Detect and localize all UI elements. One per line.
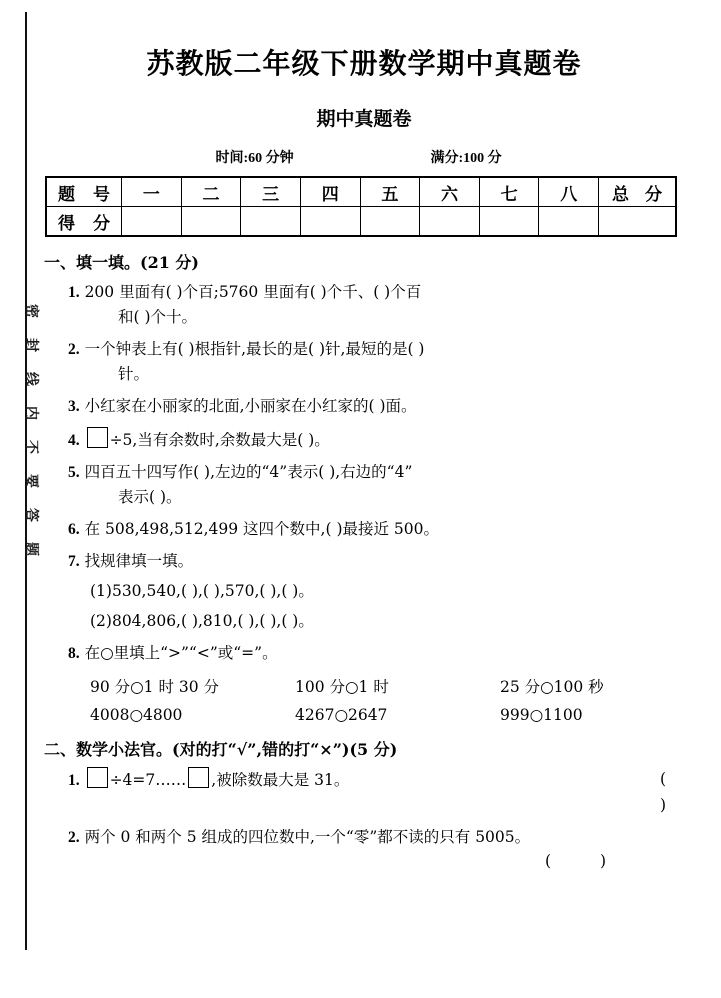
score-cell-7[interactable] [479, 207, 539, 237]
question-1-5-line1: 四百五十四写作( ),左边的“4”表示( ),右边的“4” [84, 462, 413, 481]
question-2-2 [68, 825, 688, 850]
question-1-8-compare-row-2 [90, 706, 688, 724]
section-title-one [44, 250, 688, 273]
page-title: 苏教版二年级下册数学期中真题卷 [146, 47, 582, 80]
score-table-col-1: 一 [122, 177, 182, 207]
section-one-label: 一、填一填。 [44, 253, 141, 272]
score-cell-3[interactable] [241, 207, 301, 237]
question-2-1 [68, 767, 688, 817]
question-1-7-sub-1: (1)530,540,( ),( ),570,( ),( )。 [90, 582, 314, 601]
score-cell-6[interactable] [420, 207, 480, 237]
compare-item-2[interactable]: 100 分○1 时 [295, 678, 389, 697]
score-cell-2[interactable] [181, 207, 241, 237]
section-two-points: (对的打“√”,错的打“×”)(5 分) [172, 740, 398, 760]
score-cell-1[interactable] [122, 207, 182, 237]
score-table-row-label-question: 题 号 [46, 177, 122, 207]
question-1-2-line2: 针。 [118, 365, 150, 384]
score-table-col-3: 三 [241, 177, 301, 207]
question-1-8 [68, 641, 688, 666]
score-table-wrap [45, 176, 677, 237]
question-1-1-number: 1. [68, 284, 80, 301]
score-cell-8[interactable] [539, 207, 599, 237]
compare-item-4[interactable]: 4008○4800 [90, 706, 183, 725]
compare-item-3[interactable]: 25 分○100 秒 [500, 678, 604, 697]
question-1-8-compare-row-1 [90, 675, 688, 697]
table-row-scores [46, 207, 676, 237]
question-1-6-number: 6. [68, 520, 80, 538]
question-1-2 [68, 337, 688, 387]
score-table-col-7: 七 [479, 177, 539, 207]
score-table-col-4: 四 [300, 177, 360, 207]
judgement-answer-bracket[interactable]: ( ) [659, 770, 688, 814]
question-1-7-sub-2: (2)804,806,( ),810,( ),( ),( )。 [90, 612, 314, 631]
score-cell-4[interactable] [300, 207, 360, 237]
question-1-5-line2: 表示( )。 [118, 487, 182, 506]
table-row-question-numbers [46, 177, 676, 207]
question-2-1-stem [68, 767, 614, 817]
question-2-1-number: 1. [68, 772, 80, 790]
exam-page [40, 0, 688, 998]
page-subtitle: 期中真题卷 [316, 108, 412, 130]
question-1-3-number: 3. [68, 398, 80, 416]
question-1-4-number: 4. [68, 431, 80, 449]
score-cell-total[interactable] [599, 207, 677, 237]
score-table-col-2: 二 [181, 177, 241, 207]
question-1-2-line1: 一个钟表上有( )根指针,最长的是( )针,最短的是( ) [84, 340, 425, 359]
score-table-col-8: 八 [539, 177, 599, 207]
compare-item-6[interactable]: 999○1100 [500, 706, 583, 725]
question-1-1-line2: 和( )个十。 [118, 308, 198, 327]
question-1-6-line1: 在 508,498,512,499 这四个数中,( )最接近 500。 [84, 519, 439, 538]
question-1-3 [68, 394, 688, 419]
seal-margin-text: 密封线内不要答题 [23, 304, 38, 576]
score-table [45, 176, 677, 237]
question-1-5-number: 5. [68, 463, 80, 481]
question-2-2-line1: 两个 0 和两个 5 组成的四位数中,一个“零”都不读的只有 5005。 [84, 827, 531, 846]
question-1-1 [68, 280, 688, 330]
question-1-5 [68, 460, 688, 510]
answer-box-icon[interactable] [188, 767, 209, 788]
question-1-7 [68, 549, 688, 574]
question-1-4-text: ÷5,当有余数时,余数最大是( )。 [109, 430, 330, 449]
question-1-2-number: 2. [68, 341, 80, 359]
section-one-points: (21 分) [140, 253, 199, 272]
score-cell-5[interactable] [360, 207, 420, 237]
score-table-col-6: 六 [420, 177, 480, 207]
question-1-6 [68, 517, 688, 542]
section-title-two [44, 737, 688, 760]
compare-item-5[interactable]: 4267○2647 [295, 706, 388, 725]
question-1-1-line1: 200 里面有( )个百;5760 里面有( )个千、( )个百 [84, 283, 422, 301]
question-1-8-line1: 在○里填上“>”“<”或“=”。 [84, 644, 278, 663]
score-table-col-5: 五 [360, 177, 420, 207]
seal-margin [0, 0, 40, 998]
exam-time-label: 时间:60 分钟 [215, 151, 294, 166]
score-table-col-total: 总 分 [599, 177, 677, 207]
score-table-row-label-score: 得 分 [46, 207, 122, 237]
question-1-7-number: 7. [68, 552, 80, 570]
question-2-1-mid: ÷4=7…… [109, 771, 187, 790]
answer-box-icon[interactable] [87, 427, 108, 448]
question-2-1-tail: ,被除数最大是 31。 [211, 771, 350, 790]
section-two-label: 二、数学小法官。 [44, 740, 173, 760]
question-1-4 [68, 427, 688, 453]
exam-total-points-label: 满分:100 分 [430, 151, 502, 166]
exam-meta [40, 147, 688, 167]
question-1-8-number: 8. [68, 645, 80, 663]
question-2-2-number: 2. [68, 828, 80, 846]
question-1-3-line1: 小红家在小丽家的北面,小丽家在小红家的( )面。 [84, 397, 417, 416]
question-1-7-line1: 找规律填一填。 [84, 551, 194, 570]
compare-item-1[interactable]: 90 分○1 时 30 分 [90, 678, 220, 697]
judgement-answer-bracket[interactable]: ( ) [544, 851, 628, 870]
answer-box-icon[interactable] [87, 767, 108, 788]
